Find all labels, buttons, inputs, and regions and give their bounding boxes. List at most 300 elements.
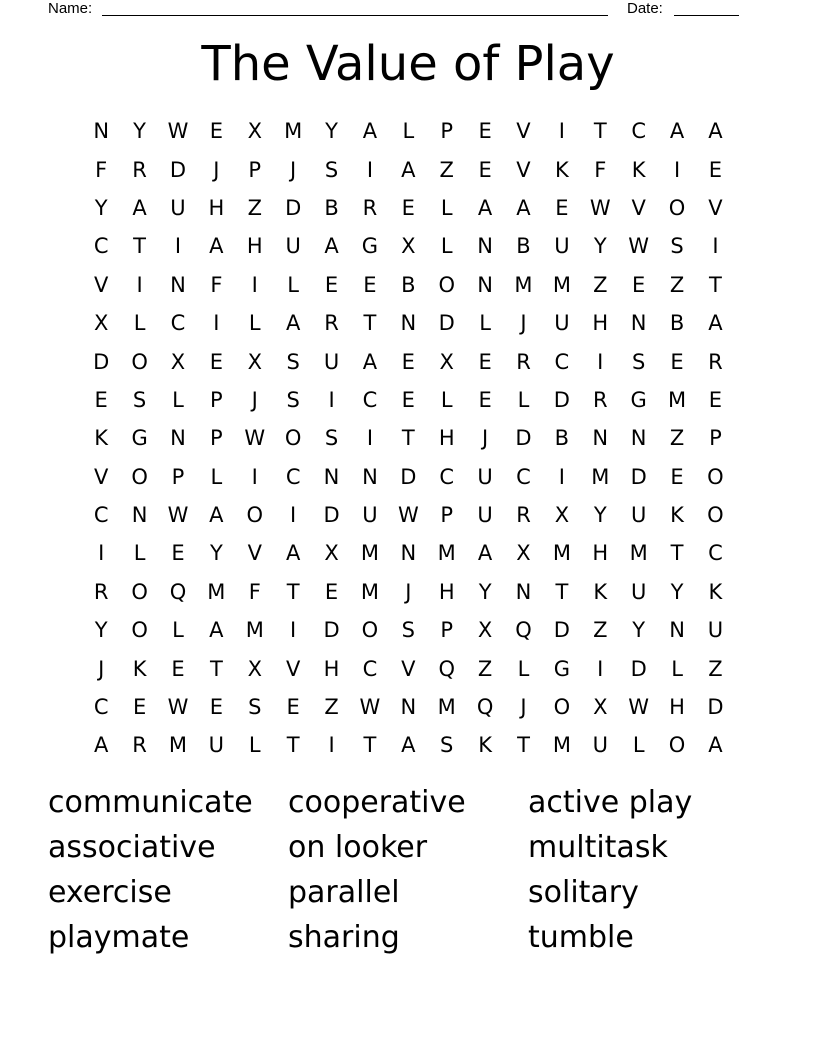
grid-letter[interactable]: N <box>630 426 647 451</box>
grid-letter[interactable]: S <box>401 618 415 643</box>
grid-letter[interactable]: N <box>669 618 685 643</box>
grid-letter[interactable]: W <box>167 503 189 528</box>
grid-letter[interactable]: R <box>324 311 339 336</box>
grid-letter[interactable]: P <box>248 157 262 182</box>
grid-letter[interactable]: S <box>286 387 300 412</box>
grid-letter[interactable]: D <box>553 387 570 412</box>
grid-letter[interactable]: H <box>208 195 225 220</box>
grid-letter[interactable]: Z <box>247 195 262 220</box>
grid-letter[interactable]: N <box>400 311 417 336</box>
grid-letter[interactable]: B <box>401 272 416 297</box>
grid-letter[interactable]: E <box>670 349 684 374</box>
grid-letter[interactable]: C <box>170 311 186 336</box>
grid-letter[interactable]: P <box>210 387 223 412</box>
grid-letter[interactable]: P <box>440 503 454 528</box>
grid-letter[interactable]: M <box>168 733 188 758</box>
grid-letter[interactable]: M <box>552 541 571 566</box>
grid-letter[interactable]: S <box>286 349 300 374</box>
grid-letter[interactable]: I <box>136 272 143 297</box>
grid-letter[interactable]: T <box>593 119 607 144</box>
grid-letter[interactable]: I <box>366 157 374 182</box>
grid-letter[interactable]: G <box>131 426 148 451</box>
grid-letter[interactable]: W <box>397 503 419 528</box>
grid-letter[interactable]: I <box>597 349 604 374</box>
word-list-item: playmate <box>48 920 190 955</box>
grid-letter[interactable]: O <box>246 503 264 528</box>
grid-letter[interactable]: U <box>285 234 301 259</box>
grid-letter[interactable]: M <box>629 541 648 566</box>
grid-letter[interactable]: T <box>709 272 722 297</box>
word-list-item: tumble <box>528 920 634 955</box>
grid-letter[interactable]: E <box>209 119 223 144</box>
grid-letter[interactable]: U <box>208 733 225 758</box>
grid-letter[interactable]: B <box>516 234 531 259</box>
grid-letter[interactable]: A <box>401 733 416 758</box>
grid-letter[interactable]: U <box>554 234 570 259</box>
grid-letter[interactable]: E <box>708 157 723 182</box>
grid-letter[interactable]: X <box>247 119 262 144</box>
grid-letter[interactable]: K <box>593 579 608 604</box>
grid-letter[interactable]: D <box>400 464 417 489</box>
grid-letter[interactable]: K <box>670 503 684 528</box>
grid-letter[interactable]: Z <box>439 157 454 182</box>
grid-letter[interactable]: E <box>132 695 147 720</box>
grid-letter[interactable]: A <box>477 195 493 220</box>
grid-letter[interactable]: A <box>285 311 301 336</box>
grid-letter[interactable]: O <box>284 426 302 451</box>
grid-letter[interactable]: O <box>361 618 379 643</box>
grid-letter[interactable]: E <box>401 387 415 412</box>
grid-letter[interactable]: Y <box>325 119 338 144</box>
grid-letter[interactable]: A <box>362 119 378 144</box>
grid-letter[interactable]: N <box>515 579 532 604</box>
grid-letter[interactable]: O <box>668 733 686 758</box>
grid-letter[interactable]: U <box>170 195 186 220</box>
grid-letter[interactable]: B <box>669 311 685 336</box>
grid-letter[interactable]: C <box>285 464 301 489</box>
grid-letter[interactable]: D <box>630 464 647 489</box>
grid-letter[interactable]: U <box>477 464 493 489</box>
grid-letter[interactable]: M <box>437 541 456 566</box>
grid-letter[interactable]: D <box>630 656 647 681</box>
grid-letter[interactable]: E <box>209 349 223 374</box>
grid-letter[interactable]: O <box>553 695 571 720</box>
grid-letter[interactable]: C <box>93 234 109 259</box>
grid-letter[interactable]: Q <box>515 618 532 643</box>
grid-letter[interactable]: S <box>248 695 262 720</box>
grid-letter[interactable]: T <box>401 426 415 451</box>
grid-letter[interactable]: T <box>363 311 377 336</box>
grid-letter[interactable]: H <box>592 311 609 336</box>
grid-letter[interactable]: K <box>554 157 569 182</box>
grid-letter[interactable]: T <box>286 733 300 758</box>
grid-letter[interactable]: D <box>323 618 340 643</box>
grid-letter[interactable]: N <box>400 541 417 566</box>
grid-letter[interactable]: P <box>440 119 454 144</box>
grid-letter[interactable]: Y <box>209 541 223 566</box>
grid-letter[interactable]: I <box>558 119 565 144</box>
grid-letter[interactable]: W <box>167 119 189 144</box>
grid-letter[interactable]: L <box>172 387 184 412</box>
grid-letter[interactable]: X <box>401 234 416 259</box>
grid-letter[interactable]: R <box>132 157 147 182</box>
grid-letter[interactable]: P <box>210 426 223 451</box>
grid-letter[interactable]: S <box>631 349 646 374</box>
grid-letter[interactable]: A <box>209 234 224 259</box>
grid-letter[interactable]: J <box>290 157 297 182</box>
grid-letter[interactable]: N <box>477 234 493 259</box>
grid-letter[interactable]: B <box>554 426 570 451</box>
grid-letter[interactable]: M <box>207 579 226 604</box>
grid-letter[interactable]: N <box>131 503 148 528</box>
grid-letter[interactable]: N <box>630 311 647 336</box>
grid-letter[interactable]: S <box>132 387 147 412</box>
grid-letter[interactable]: H <box>669 695 685 720</box>
grid-letter[interactable]: A <box>132 195 147 220</box>
grid-letter[interactable]: L <box>172 618 184 643</box>
grid-letter[interactable]: Z <box>324 695 339 720</box>
grid-letter[interactable]: E <box>478 349 492 374</box>
grid-letter[interactable]: A <box>401 157 416 182</box>
grid-letter[interactable]: O <box>131 618 148 643</box>
grid-letter[interactable]: M <box>591 464 610 489</box>
grid-letter[interactable]: Q <box>438 656 455 681</box>
grid-letter[interactable]: X <box>247 349 262 374</box>
grid-letter[interactable]: M <box>245 618 264 643</box>
grid-letter[interactable]: Z <box>669 426 685 451</box>
grid-letter[interactable]: J <box>251 387 258 412</box>
grid-letter[interactable]: J <box>213 157 220 182</box>
grid-letter[interactable]: E <box>171 541 185 566</box>
grid-letter[interactable]: E <box>670 464 684 489</box>
grid-letter[interactable]: C <box>93 503 109 528</box>
grid-letter[interactable]: L <box>517 656 530 681</box>
grid-letter[interactable]: L <box>133 311 146 336</box>
grid-letter[interactable]: I <box>328 387 335 412</box>
grid-letter[interactable]: E <box>401 349 415 374</box>
grid-letter[interactable]: E <box>94 387 108 412</box>
grid-letter[interactable]: X <box>593 695 608 720</box>
word-list-item: active play <box>528 785 693 820</box>
grid-letter[interactable]: Z <box>708 656 723 681</box>
grid-letter[interactable]: C <box>439 464 455 489</box>
grid-letter[interactable]: L <box>517 387 530 412</box>
grid-letter[interactable]: X <box>554 503 570 528</box>
grid-letter[interactable]: O <box>668 195 686 220</box>
grid-letter[interactable]: Y <box>94 618 108 643</box>
grid-letter[interactable]: T <box>133 234 146 259</box>
grid-letter[interactable]: L <box>440 234 453 259</box>
grid-letter[interactable]: A <box>209 503 224 528</box>
grid-letter[interactable]: B <box>324 195 339 220</box>
grid-letter[interactable]: Z <box>477 656 493 681</box>
worksheet-header <box>0 0 816 20</box>
grid-letter[interactable]: V <box>708 195 723 220</box>
grid-letter[interactable]: A <box>94 733 109 758</box>
grid-letter[interactable]: E <box>632 272 646 297</box>
grid-letter[interactable]: X <box>516 541 531 566</box>
grid-letter[interactable]: J <box>520 695 527 720</box>
grid-letter[interactable]: I <box>98 541 105 566</box>
grid-letter[interactable]: T <box>555 579 569 604</box>
name-blank-line[interactable] <box>102 15 608 16</box>
word-list-item: cooperative <box>288 785 466 820</box>
grid-letter[interactable]: R <box>93 579 109 604</box>
grid-letter[interactable]: U <box>362 503 378 528</box>
grid-letter[interactable]: E <box>324 579 339 604</box>
grid-letter[interactable]: N <box>323 464 340 489</box>
grid-letter[interactable]: G <box>630 387 647 412</box>
grid-letter[interactable]: E <box>209 695 223 720</box>
grid-letter[interactable]: E <box>708 387 723 412</box>
grid-letter[interactable]: D <box>707 695 724 720</box>
grid-letter[interactable]: A <box>324 234 339 259</box>
grid-letter[interactable]: A <box>362 349 378 374</box>
date-blank-line[interactable] <box>674 15 739 16</box>
grid-letter[interactable]: L <box>440 387 453 412</box>
grid-letter[interactable]: S <box>324 157 339 182</box>
grid-letter[interactable]: X <box>170 349 186 374</box>
grid-letter[interactable]: S <box>324 426 339 451</box>
grid-letter[interactable]: S <box>440 733 454 758</box>
grid-letter[interactable]: A <box>669 119 685 144</box>
grid-letter[interactable]: D <box>438 311 455 336</box>
grid-letter[interactable]: L <box>632 733 645 758</box>
grid-letter[interactable]: I <box>251 464 258 489</box>
grid-letter[interactable]: V <box>516 119 531 144</box>
grid-letter[interactable]: Y <box>94 195 108 220</box>
grid-letter[interactable]: L <box>287 272 299 297</box>
grid-letter[interactable]: Y <box>133 119 146 144</box>
grid-letter[interactable]: O <box>707 503 724 528</box>
grid-letter[interactable]: X <box>324 541 339 566</box>
grid-letter[interactable]: L <box>671 656 683 681</box>
grid-letter[interactable]: P <box>171 464 185 489</box>
grid-letter[interactable]: V <box>631 195 646 220</box>
grid-letter[interactable]: E <box>363 272 377 297</box>
grid-letter[interactable]: E <box>324 272 339 297</box>
grid-letter[interactable]: H <box>246 234 263 259</box>
grid-letter[interactable]: T <box>363 733 377 758</box>
grid-letter[interactable]: U <box>554 311 570 336</box>
grid-letter[interactable]: C <box>554 349 570 374</box>
grid-letter[interactable]: V <box>247 541 262 566</box>
grid-letter[interactable]: D <box>323 503 340 528</box>
grid-letter[interactable]: C <box>631 119 646 144</box>
grid-letter[interactable]: X <box>94 311 109 336</box>
grid-letter[interactable]: G <box>553 656 571 681</box>
grid-letter[interactable]: L <box>479 311 491 336</box>
grid-letter[interactable]: D <box>285 195 302 220</box>
grid-letter[interactable]: N <box>170 426 186 451</box>
grid-letter[interactable]: A <box>708 311 723 336</box>
grid-letter[interactable]: L <box>248 311 261 336</box>
word-list-item: solitary <box>528 875 639 910</box>
grid-letter[interactable]: M <box>667 387 687 412</box>
grid-letter[interactable]: D <box>93 349 110 374</box>
grid-letter[interactable]: R <box>708 349 723 374</box>
grid-letter[interactable]: U <box>477 503 493 528</box>
grid-letter[interactable]: E <box>401 195 415 220</box>
grid-letter[interactable]: I <box>366 426 374 451</box>
grid-letter[interactable]: C <box>93 695 109 720</box>
grid-letter[interactable]: P <box>709 426 722 451</box>
grid-letter[interactable]: V <box>401 656 416 681</box>
grid-letter[interactable]: M <box>360 579 379 604</box>
grid-letter[interactable]: C <box>708 541 723 566</box>
grid-letter[interactable]: K <box>631 157 646 182</box>
grid-letter[interactable]: I <box>290 618 297 643</box>
grid-letter[interactable]: L <box>248 733 261 758</box>
grid-letter[interactable]: F <box>594 157 607 182</box>
grid-letter[interactable]: I <box>251 272 258 297</box>
grid-letter[interactable]: I <box>558 464 565 489</box>
grid-letter[interactable]: K <box>478 733 492 758</box>
grid-letter[interactable]: F <box>210 272 223 297</box>
grid-letter[interactable]: W <box>628 695 650 720</box>
grid-letter[interactable]: U <box>707 618 724 643</box>
grid-letter[interactable]: C <box>362 656 378 681</box>
grid-letter[interactable]: D <box>515 426 532 451</box>
grid-letter[interactable]: M <box>552 272 571 297</box>
grid-letter[interactable]: I <box>673 157 681 182</box>
grid-letter[interactable]: Z <box>669 272 685 297</box>
grid-letter[interactable]: V <box>285 656 301 681</box>
grid-letter[interactable]: O <box>131 464 148 489</box>
grid-letter[interactable]: A <box>708 119 723 144</box>
grid-letter[interactable]: C <box>362 387 378 412</box>
grid-letter[interactable]: K <box>132 656 147 681</box>
grid-letter[interactable]: Q <box>169 579 187 604</box>
grid-letter[interactable]: Z <box>593 618 608 643</box>
grid-letter[interactable]: E <box>286 695 300 720</box>
grid-letter[interactable]: L <box>133 541 146 566</box>
grid-letter[interactable]: N <box>170 272 186 297</box>
grid-letter[interactable]: N <box>93 119 110 144</box>
grid-letter[interactable]: P <box>440 618 454 643</box>
grid-letter[interactable]: L <box>402 119 415 144</box>
grid-letter[interactable]: X <box>439 349 454 374</box>
grid-letter[interactable]: A <box>285 541 301 566</box>
grid-letter[interactable]: U <box>630 579 647 604</box>
grid-letter[interactable]: R <box>516 503 531 528</box>
grid-letter[interactable]: I <box>174 234 182 259</box>
grid-letter[interactable]: H <box>438 579 455 604</box>
grid-letter[interactable]: M <box>360 541 379 566</box>
grid-letter[interactable]: E <box>478 387 492 412</box>
grid-letter[interactable]: E <box>478 157 492 182</box>
grid-letter[interactable]: W <box>628 234 650 259</box>
grid-letter[interactable]: A <box>708 733 723 758</box>
grid-letter[interactable]: F <box>95 157 108 182</box>
grid-letter[interactable]: O <box>131 579 148 604</box>
grid-letter[interactable]: I <box>712 234 719 259</box>
grid-letter[interactable]: A <box>477 541 493 566</box>
grid-letter[interactable]: L <box>440 195 453 220</box>
grid-letter[interactable]: Q <box>476 695 494 720</box>
grid-letter[interactable]: R <box>362 195 378 220</box>
grid-letter[interactable]: U <box>323 349 340 374</box>
grid-letter[interactable]: E <box>171 656 185 681</box>
grid-letter[interactable]: T <box>286 579 300 604</box>
grid-letter[interactable]: J <box>520 311 527 336</box>
grid-letter[interactable]: E <box>478 119 492 144</box>
grid-letter[interactable]: N <box>592 426 609 451</box>
grid-letter[interactable]: H <box>592 541 609 566</box>
grid-letter[interactable]: O <box>707 464 724 489</box>
grid-letter[interactable]: A <box>209 618 224 643</box>
grid-letter[interactable]: I <box>213 311 220 336</box>
grid-letter[interactable]: I <box>290 503 297 528</box>
grid-letter[interactable]: W <box>167 695 189 720</box>
grid-letter[interactable]: J <box>98 656 105 681</box>
grid-letter[interactable]: N <box>477 272 493 297</box>
grid-letter[interactable]: T <box>517 733 530 758</box>
grid-letter[interactable]: V <box>94 272 109 297</box>
grid-letter[interactable]: M <box>514 272 533 297</box>
grid-letter[interactable]: E <box>555 195 569 220</box>
letter-grid <box>82 112 735 765</box>
grid-letter[interactable]: K <box>708 579 723 604</box>
grid-letter[interactable]: S <box>670 234 684 259</box>
grid-letter[interactable]: G <box>361 234 379 259</box>
grid-letter[interactable]: Y <box>670 579 684 604</box>
grid-letter[interactable]: U <box>630 503 647 528</box>
grid-letter[interactable]: N <box>400 695 417 720</box>
grid-letter[interactable]: L <box>210 464 223 489</box>
grid-letter[interactable]: J <box>482 426 489 451</box>
grid-letter[interactable]: C <box>516 464 531 489</box>
grid-letter[interactable]: Y <box>593 503 607 528</box>
word-list <box>48 780 768 960</box>
grid-letter[interactable]: T <box>670 541 684 566</box>
grid-letter[interactable]: F <box>248 579 261 604</box>
grid-letter[interactable]: Y <box>478 579 492 604</box>
grid-letter[interactable]: H <box>438 426 455 451</box>
grid-letter[interactable]: W <box>244 426 266 451</box>
grid-letter[interactable]: M <box>437 695 456 720</box>
grid-letter[interactable]: U <box>592 733 608 758</box>
grid-letter[interactable]: Y <box>632 618 646 643</box>
grid-letter[interactable]: X <box>477 618 493 643</box>
grid-letter[interactable]: V <box>94 464 109 489</box>
grid-letter[interactable]: I <box>597 656 604 681</box>
grid-letter[interactable]: Z <box>593 272 608 297</box>
grid-letter[interactable]: O <box>131 349 148 374</box>
grid-letter[interactable]: W <box>589 195 611 220</box>
grid-letter[interactable]: O <box>438 272 455 297</box>
grid-letter[interactable]: N <box>362 464 378 489</box>
word-list-item: sharing <box>288 920 400 955</box>
grid-letter[interactable]: A <box>516 195 531 220</box>
grid-letter[interactable]: W <box>359 695 381 720</box>
grid-letter[interactable]: Y <box>593 234 607 259</box>
grid-letter[interactable]: R <box>132 733 147 758</box>
grid-letter[interactable]: R <box>516 349 531 374</box>
grid-letter[interactable]: T <box>209 656 223 681</box>
grid-letter[interactable]: M <box>552 733 571 758</box>
grid-letter[interactable]: I <box>328 733 335 758</box>
grid-letter[interactable]: M <box>284 119 303 144</box>
grid-letter[interactable]: R <box>592 387 608 412</box>
grid-letter[interactable]: H <box>323 656 340 681</box>
grid-letter[interactable]: K <box>94 426 109 451</box>
grid-letter[interactable]: V <box>516 157 531 182</box>
grid-letter[interactable]: D <box>169 157 187 182</box>
grid-letter[interactable]: J <box>405 579 412 604</box>
grid-letter[interactable]: D <box>553 618 570 643</box>
grid-letter[interactable]: X <box>247 656 262 681</box>
